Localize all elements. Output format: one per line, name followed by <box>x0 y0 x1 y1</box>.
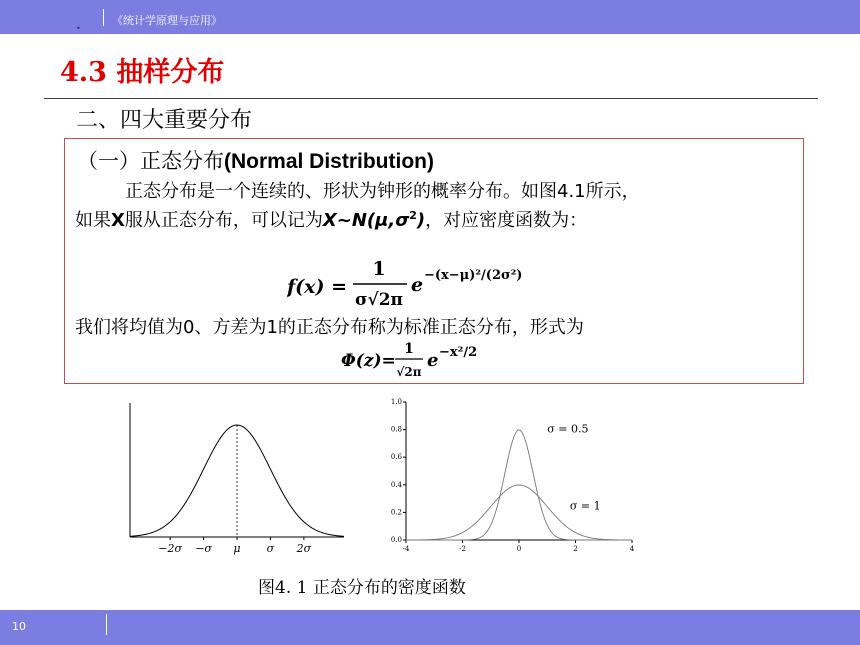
p2-sup: 2 <box>409 209 417 222</box>
y-tick-label: 0.4 <box>390 480 402 489</box>
formula2-lhs: Φ(z)= <box>341 351 396 371</box>
page-number: 10 <box>12 620 26 633</box>
formula2-base: e <box>427 350 439 371</box>
density-formula <box>287 255 577 315</box>
x-tick-label: 4 <box>629 545 635 553</box>
x-tick-label: 2 <box>573 545 578 553</box>
p2-x: X <box>111 210 125 231</box>
section-title: 4.3 抽样分布 <box>60 57 225 88</box>
x-tick-label: 0 <box>516 545 522 553</box>
sigma-comparison-chart <box>372 392 662 560</box>
formula1-numerator: 1 <box>372 258 386 280</box>
footer-bar <box>0 610 860 645</box>
formula2-numerator: 1 <box>404 341 414 357</box>
header-separator <box>103 9 104 26</box>
heading-prefix: （一）正态分布 <box>77 149 224 173</box>
footer-separator <box>106 614 107 635</box>
formula1-denominator: σ√2π <box>355 290 403 310</box>
p2-a: 如果 <box>75 210 111 231</box>
x-tick-label: 2σ <box>296 542 312 555</box>
header-bar <box>0 0 860 34</box>
paragraph-2 <box>75 206 587 232</box>
x-tick-label: −σ <box>195 542 212 555</box>
y-tick-label: 0.0 <box>390 536 402 544</box>
paragraph-1: 正态分布是一个连续的、形状为钟形的概率分布。如图4.1所示， <box>125 181 640 202</box>
p2-b: 服从正态分布，可以记为 <box>124 210 323 231</box>
standard-normal-formula <box>341 339 551 383</box>
x-tick-label: −2σ <box>158 542 182 555</box>
x-tick-label: μ <box>233 542 241 555</box>
formula1-lhs: f(x) = <box>287 276 348 298</box>
heading-en: (Normal Distribution) <box>224 150 434 173</box>
box-heading <box>77 145 434 175</box>
subtitle: 二、四大重要分布 <box>76 108 253 133</box>
y-tick-label: 0.8 <box>390 425 402 434</box>
title-divider <box>44 98 818 99</box>
formula1-exponent: −(x−μ)²/(2σ²) <box>424 268 523 283</box>
course-title: 《统计学原理与应用》 <box>112 14 222 27</box>
figure-caption: 图4. 1 正态分布的密度函数 <box>258 578 466 598</box>
x-tick-label: -4 <box>402 545 410 553</box>
paragraph-3: 我们将均值为0、方差为1的正态分布称为标准正态分布，形式为 <box>75 317 584 338</box>
normal-distribution-box <box>64 138 804 384</box>
series-0-label: σ = 0.5 <box>547 422 589 436</box>
y-tick-label: 0.6 <box>390 453 402 462</box>
series-1-label: σ = 1 <box>569 499 601 513</box>
y-tick-label: 1.0 <box>390 398 402 406</box>
p2-notation: X~N(μ,σ <box>322 210 410 231</box>
p2-close: ) <box>416 210 426 231</box>
y-tick-label: 0.2 <box>390 508 402 517</box>
bell-curve-chart <box>112 395 362 560</box>
x-tick-label: -2 <box>459 545 466 553</box>
p2-c: ，对应密度函数为： <box>425 210 588 231</box>
formula2-exponent: −x²/2 <box>439 345 478 360</box>
formula1-base: e <box>411 274 424 296</box>
x-tick-label: σ <box>266 542 275 555</box>
formula2-denominator: √2π <box>396 365 422 379</box>
header-dot: • <box>76 24 81 33</box>
